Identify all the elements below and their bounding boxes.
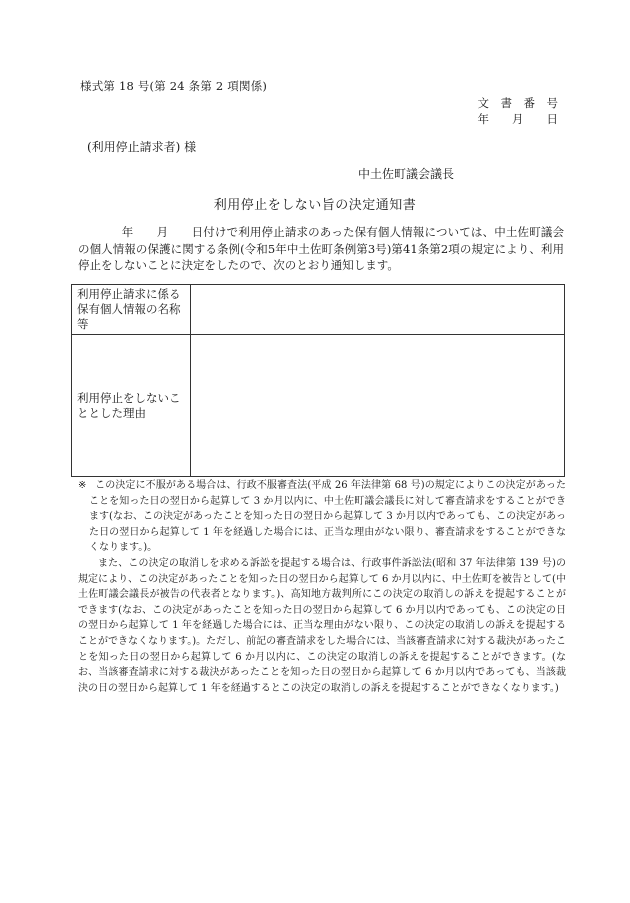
info-name-value (191, 285, 565, 335)
info-name-label: 利用停止請求に係る保有個人情報の名称等 (72, 285, 191, 335)
document-number-label: 文 書 番 号 (477, 96, 558, 110)
note-mark: ※ (78, 480, 87, 491)
document-title: 利用停止をしない旨の決定通知書 (213, 198, 417, 213)
body-text: 利用停止請求のあった保有個人情報については、中土佐町議会の個人情報の保護に関する条例(令和5年中土佐町条例第3号)第41条第2項の規定により、利用停止をしないことに決定をしたので、次のとおり通知します。 (78, 225, 564, 272)
reason-label: 利用停止をしないこととした理由 (72, 335, 191, 477)
body-paragraph (78, 224, 564, 274)
addressee: (利用停止請求者) 様 (87, 140, 197, 154)
note-appeal (78, 478, 566, 556)
table-row (72, 335, 565, 477)
sender: 中土佐町議会議長 (357, 167, 454, 181)
reason-value (191, 335, 565, 477)
note-lawsuit: また、この決定の取消しを求める訴訟を提起する場合は、行政事件訴訟法(昭和 37 年法律第 139 号)の規定により、この決定があったことを知った日の翌日から起算して 6 か月以内に、中土佐町を被告として(中土佐町議会議長が被告の代表者となります。)、高知地方裁判所にこの決定の取消しの訴えを提起することができます(なお、この決定があったことを知った日の翌日から起算して 6 か月以内であっても、この決定の日の翌日から起算して 1 年を経過した場合には、正当な理由がない限り、この決定の取消しの訴えを提起することができなくなります。)。ただし、前記の審査請求をした場合には、当該審査請求に対する裁決があったことを知った日の翌日から起算して 6 か月以内に、この決定の取消しの訴えを提起することができます。(なお、当該審査請求に対する裁決があったことを知った日の翌日から起算して 6 か月以内であっても、当該裁決の日の翌日から起算して 1 年を経過するとこの決定の取消しの訴えを提起することができなくなります。) (78, 557, 567, 694)
document-number-block (478, 95, 559, 127)
body-date-prefix: 年 月 日付けで (121, 225, 239, 239)
form-number: 様式第 18 号(第 24 条第 2 項関係) (80, 79, 268, 93)
info-table (71, 284, 565, 477)
date-label: 年 月 日 (477, 112, 558, 126)
table-row (72, 285, 565, 335)
notes (78, 478, 566, 696)
note-appeal-text: この決定に不服がある場合は、行政不服審査法(平成 26 年法律第 68 号)の規定によりこの決定があったことを知った日の翌日から起算して 3 か月以内に、中土佐町議会議長に対して審査請求をすることができます(なお、この決定があったことを知った日の翌日から起算して 3 か月以内であっても、この決定があった日の翌日から起算して 1 年を経過した場合には、正当な理由がない限り、審査請求をすることができなくなります。)。 (89, 480, 566, 554)
